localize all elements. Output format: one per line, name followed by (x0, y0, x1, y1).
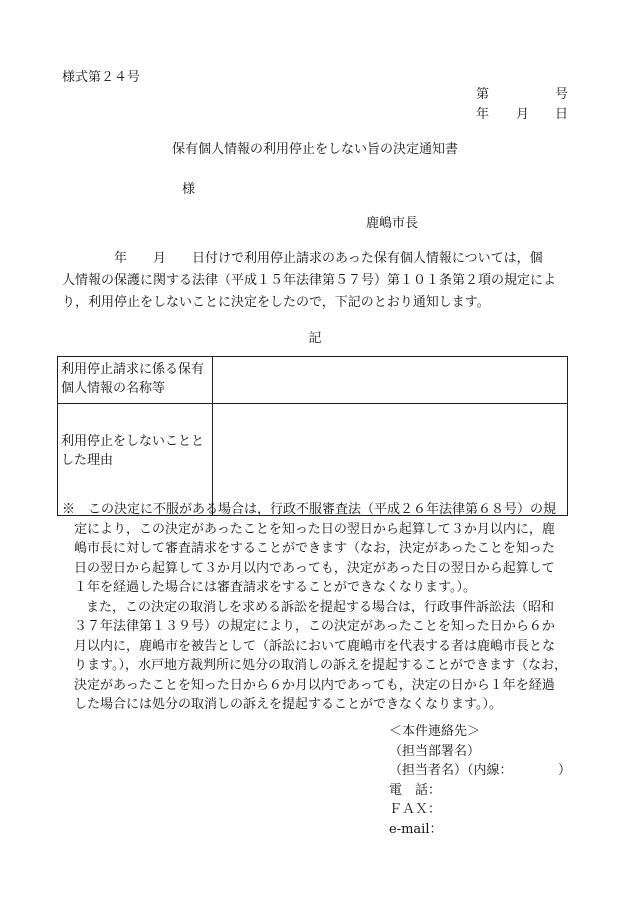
document-title: 保有個人情報の利用停止をしない旨の決定通知書 (171, 142, 458, 157)
addressee: 様 (182, 182, 196, 197)
issuer: 鹿嶋市長 (366, 216, 419, 231)
number-label: 第 (476, 87, 490, 102)
note-line: ３７年法律第１３９号）の規定により，この決定があったことを知った日から６か (74, 619, 555, 634)
table-row (58, 404, 568, 516)
contact-person: （担当者名）（内線： ） (389, 763, 572, 778)
note-line: 月以内に，鹿嶋市を被告として（訴訟において鹿嶋市を代表する者は鹿嶋市長とな (74, 638, 556, 654)
note-line: 定により，この決定があったことを知った日の翌日から起算して３か月以内に，鹿 (74, 521, 555, 537)
form-number: 様式第２４号 (62, 70, 141, 85)
row1-label-line: 利用停止請求に係る保有 (61, 362, 205, 377)
contact-department: （担当部署名） (389, 743, 481, 759)
contact-fax: ＦＡＸ： (389, 802, 442, 817)
row2-value[interactable] (213, 404, 568, 516)
detail-table (57, 356, 568, 516)
row2-label-line: 利用停止をしないことと (61, 434, 205, 449)
note-line: ※ この決定に不服がある場合は，行政不服審査法（平成２６年法律第６８号）の規 (62, 502, 557, 517)
body-paragraph (62, 248, 568, 314)
row2-label (58, 404, 213, 516)
note-line: 嶋市長に対して審査請求をすることができます（なお，決定があったことを知った (74, 541, 555, 556)
row1-value[interactable] (213, 357, 568, 404)
note-line: １年を経過した場合には審査請求をすることができなくなります。）。 (74, 580, 476, 595)
row1-label (58, 357, 213, 404)
year-label: 年 (476, 107, 490, 122)
notes (62, 500, 572, 715)
contact-block (389, 722, 571, 839)
note-line: 日の翌日から起算して３か月以内であっても，決定があった日の翌日から起算して (74, 560, 555, 576)
contact-phone: 電 話： (389, 782, 442, 798)
contact-heading: ＜本件連絡先＞ (389, 724, 481, 739)
ki-heading: 記 (308, 331, 322, 346)
number-suffix: 号 (554, 87, 568, 102)
body-line: 人情報の保護に関する法律（平成１５年法律第５７号）第１０１条第２項の規定によ (62, 273, 557, 288)
row2-label-line: した理由 (61, 453, 114, 468)
day-label: 日 (554, 107, 568, 122)
table-row (58, 357, 568, 404)
body-line: 年 月 日付けで利用停止請求のあった保有個人情報については，個 (62, 251, 543, 266)
note-line: した場合には処分の取消しの訴えを提起することができなくなります。）。 (74, 697, 502, 712)
row1-label-line: 個人情報の名称等 (61, 381, 166, 396)
month-label: 月 (516, 107, 530, 122)
note-line: また，この決定の取消しを求める訴訟を提起する場合は，行政事件訴訟法（昭和 (86, 599, 555, 615)
body-line: り，利用停止をしないことに決定をしたので，下記のとおり通知します。 (62, 295, 490, 310)
contact-email: e-mail： (389, 821, 443, 837)
note-line: 決定があったことを知った日から６か月以内であっても，決定の日から１年を経過 (74, 677, 555, 693)
note-line: ります。），水戸地方裁判所に処分の取消しの訴えを提起することができます（なお， (74, 658, 567, 673)
